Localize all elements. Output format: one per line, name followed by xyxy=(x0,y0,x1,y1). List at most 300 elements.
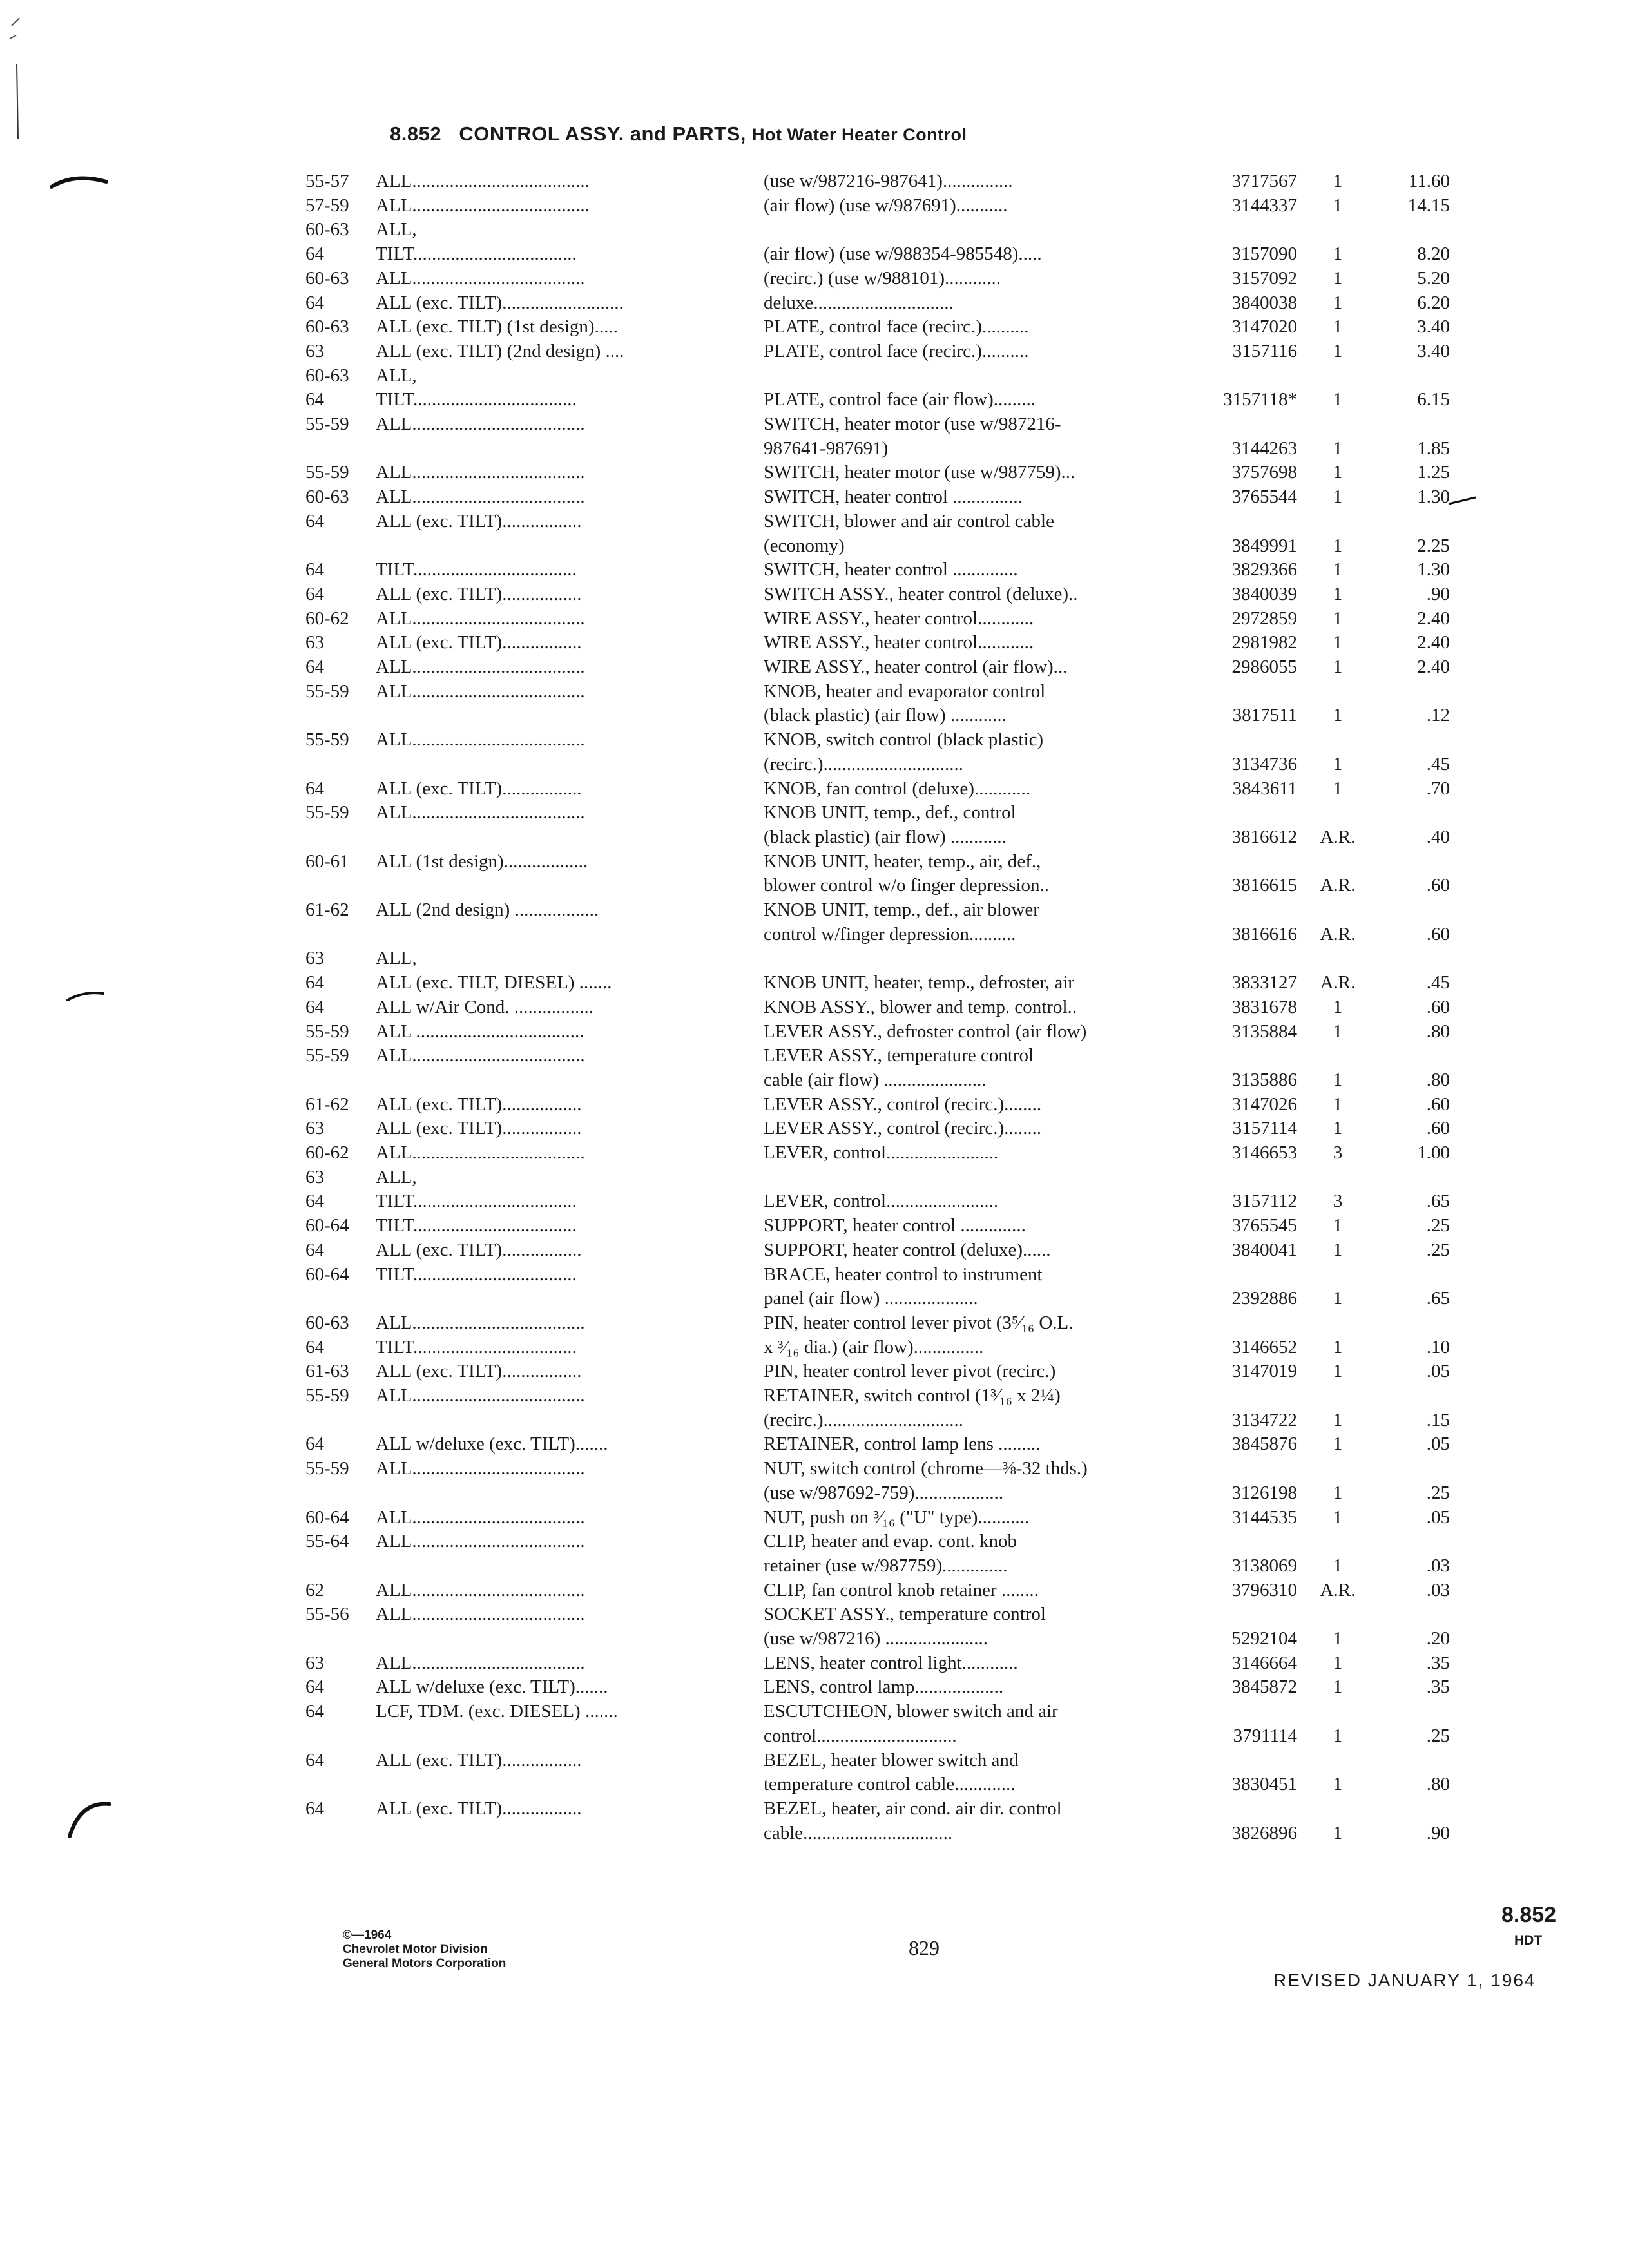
year-cell: 55-59 xyxy=(305,414,349,434)
description-cell: control.............................. xyxy=(764,1725,957,1746)
model-cell: ALL..................................... xyxy=(376,1458,585,1479)
quantity-cell: A.R. xyxy=(1320,924,1356,945)
price-cell: .25 xyxy=(1426,1725,1450,1746)
table-row xyxy=(0,364,1629,388)
table-row xyxy=(0,1579,1629,1602)
table-row xyxy=(0,169,1629,193)
table-row xyxy=(0,1311,1629,1335)
part-number-cell: 3826896 xyxy=(1231,1823,1297,1843)
price-cell: 1.25 xyxy=(1417,462,1450,483)
table-row xyxy=(0,1530,1629,1553)
year-cell: 63 xyxy=(305,1653,324,1673)
year-cell: 64 xyxy=(305,1337,324,1358)
heading-subtitle: Hot Water Heater Control xyxy=(752,125,967,144)
year-cell: 63 xyxy=(305,1167,324,1187)
year-cell: 60-61 xyxy=(305,851,349,872)
price-cell: .45 xyxy=(1426,972,1450,993)
description-cell: (use w/987216-987641)............... xyxy=(764,171,1013,191)
quantity-cell: 1 xyxy=(1333,1240,1343,1260)
table-row xyxy=(0,218,1629,242)
description-cell: SWITCH, blower and air control cable xyxy=(764,511,1054,532)
description-cell: WIRE ASSY., heater control............ xyxy=(764,608,1034,629)
description-cell: SUPPORT, heater control (deluxe)...... xyxy=(764,1240,1051,1260)
description-cell: SWITCH, heater motor (use w/987759)... xyxy=(764,462,1075,483)
description-cell: LEVER ASSY., control (recirc.)........ xyxy=(764,1118,1042,1139)
description-cell: (black plastic) (air flow) ............ xyxy=(764,705,1007,726)
year-cell: 60-62 xyxy=(305,1142,349,1163)
model-cell: TILT................................... xyxy=(376,1264,577,1285)
part-number-cell: 3147019 xyxy=(1231,1361,1297,1381)
year-cell: 61-63 xyxy=(305,1361,349,1381)
description-cell: RETAINER, control lamp lens ......... xyxy=(764,1434,1041,1454)
model-cell: ALL..................................... xyxy=(376,1507,585,1528)
description-cell: ESCUTCHEON, blower switch and air xyxy=(764,1701,1058,1722)
price-cell: 1.30 xyxy=(1417,559,1450,580)
model-cell: TILT................................... xyxy=(376,1215,577,1236)
description-cell: (recirc.) (use w/988101)............ xyxy=(764,268,1001,289)
model-cell: ALL..................................... xyxy=(376,462,585,483)
price-cell: 14.15 xyxy=(1407,195,1450,216)
year-cell: 55-59 xyxy=(305,681,349,702)
corporation-name: General Motors Corporation xyxy=(343,1957,506,1970)
table-row xyxy=(0,437,1629,461)
part-number-cell: 3845872 xyxy=(1231,1677,1297,1697)
description-cell: (air flow) (use w/988354-985548)..... xyxy=(764,244,1042,264)
year-cell: 64 xyxy=(305,657,324,677)
part-number-cell: 3829366 xyxy=(1231,559,1297,580)
model-cell: ALL..................................... xyxy=(376,1531,585,1552)
year-cell: 55-59 xyxy=(305,802,349,823)
price-cell: .60 xyxy=(1426,1094,1450,1115)
table-row xyxy=(0,291,1629,315)
model-cell: ALL .................................... xyxy=(376,1021,584,1042)
part-number-cell: 5292104 xyxy=(1231,1628,1297,1649)
description-cell: CLIP, heater and evap. cont. knob xyxy=(764,1531,1017,1552)
price-cell: .45 xyxy=(1426,754,1450,774)
table-row xyxy=(0,1336,1629,1360)
table-row xyxy=(0,582,1629,606)
table-row xyxy=(0,1068,1629,1092)
quantity-cell: 1 xyxy=(1333,293,1343,313)
table-row xyxy=(0,1287,1629,1311)
price-cell: 1.30 xyxy=(1417,486,1450,507)
part-number-cell: 3147026 xyxy=(1231,1094,1297,1115)
table-row xyxy=(0,1700,1629,1724)
model-cell: ALL..................................... xyxy=(376,414,585,434)
price-cell: .90 xyxy=(1426,1823,1450,1843)
description-cell: SWITCH ASSY., heater control (deluxe).. xyxy=(764,584,1078,604)
price-cell: .05 xyxy=(1426,1361,1450,1381)
price-cell: 3.40 xyxy=(1417,341,1450,361)
quantity-cell: 1 xyxy=(1333,1434,1343,1454)
model-cell: ALL, xyxy=(376,1167,417,1187)
table-row xyxy=(0,485,1629,509)
table-row xyxy=(0,874,1629,898)
description-cell: SUPPORT, heater control .............. xyxy=(764,1215,1026,1236)
table-row xyxy=(0,558,1629,582)
description-cell: panel (air flow) .................... xyxy=(764,1288,978,1309)
model-cell: ALL (exc. TILT)................. xyxy=(376,1361,582,1381)
year-cell: 64 xyxy=(305,1677,324,1697)
part-number-cell: 3843611 xyxy=(1232,778,1297,799)
description-cell: BRACE, heater control to instrument xyxy=(764,1264,1043,1285)
price-cell: 8.20 xyxy=(1417,244,1450,264)
price-cell: .25 xyxy=(1426,1483,1450,1503)
description-cell: (air flow) (use w/987691)........... xyxy=(764,195,1008,216)
description-cell: (use w/987216) ...................... xyxy=(764,1628,988,1649)
part-number-cell: 3833127 xyxy=(1231,972,1297,993)
quantity-cell: 1 xyxy=(1333,1288,1343,1309)
year-cell: 62 xyxy=(305,1580,324,1600)
table-row xyxy=(0,825,1629,849)
table-row xyxy=(0,461,1629,485)
year-cell: 64 xyxy=(305,1434,324,1454)
price-cell: .65 xyxy=(1426,1288,1450,1309)
price-cell: 11.60 xyxy=(1408,171,1450,191)
part-number-cell: 3134736 xyxy=(1231,754,1297,774)
model-cell: ALL, xyxy=(376,365,417,386)
description-cell: LEVER ASSY., defroster control (air flow) xyxy=(764,1021,1087,1042)
quantity-cell: 1 xyxy=(1333,632,1343,653)
table-row xyxy=(0,1749,1629,1773)
model-cell: ALL..................................... xyxy=(376,1312,585,1333)
price-cell: 3.40 xyxy=(1417,316,1450,337)
quantity-cell: 1 xyxy=(1333,535,1343,556)
description-cell: temperature control cable............. xyxy=(764,1774,1016,1794)
description-cell: x ³⁄₁₆ dia.) (air flow)............... xyxy=(764,1337,984,1358)
table-row xyxy=(0,704,1629,727)
year-cell: 60-64 xyxy=(305,1215,349,1236)
price-cell: .10 xyxy=(1426,1337,1450,1358)
quantity-cell: 1 xyxy=(1333,462,1343,483)
price-cell: .80 xyxy=(1426,1774,1450,1794)
part-number-cell: 3796310 xyxy=(1231,1580,1297,1600)
description-cell: LENS, heater control light............ xyxy=(764,1653,1018,1673)
description-cell: PIN, heater control lever pivot (recirc.) xyxy=(764,1361,1056,1381)
part-number-cell: 3831678 xyxy=(1231,997,1297,1017)
year-cell: 55-59 xyxy=(305,462,349,483)
part-number-cell: 3135884 xyxy=(1231,1021,1297,1042)
price-cell: 6.20 xyxy=(1417,293,1450,313)
quantity-cell: 1 xyxy=(1333,1823,1343,1843)
table-row xyxy=(0,1238,1629,1262)
table-row xyxy=(0,680,1629,704)
table-row xyxy=(0,777,1629,801)
quantity-cell: 1 xyxy=(1333,559,1343,580)
price-cell: 2.25 xyxy=(1417,535,1450,556)
quantity-cell: 1 xyxy=(1333,171,1343,191)
price-cell: .12 xyxy=(1426,705,1450,726)
table-row xyxy=(0,1214,1629,1238)
model-cell: ALL (exc. TILT)................. xyxy=(376,1750,582,1771)
description-cell: SWITCH, heater control .............. xyxy=(764,559,1018,580)
quantity-cell: 1 xyxy=(1333,1070,1343,1090)
description-cell: (economy) xyxy=(764,535,845,556)
table-row xyxy=(0,1263,1629,1287)
year-cell: 63 xyxy=(305,948,324,968)
year-cell: 64 xyxy=(305,389,324,410)
year-cell: 60-64 xyxy=(305,1507,349,1528)
quantity-cell: 1 xyxy=(1333,316,1343,337)
part-number-cell: 3134722 xyxy=(1231,1410,1297,1430)
price-cell: .35 xyxy=(1426,1677,1450,1697)
part-number-cell: 3830451 xyxy=(1231,1774,1297,1794)
quantity-cell: 1 xyxy=(1333,195,1343,216)
year-cell: 64 xyxy=(305,778,324,799)
quantity-cell: 3 xyxy=(1333,1142,1343,1163)
price-cell: .80 xyxy=(1426,1021,1450,1042)
description-cell: PLATE, control face (recirc.).......... xyxy=(764,341,1029,361)
model-cell: TILT................................... xyxy=(376,1337,577,1358)
year-cell: 60-62 xyxy=(305,608,349,629)
description-cell: BEZEL, heater, air cond. air dir. control xyxy=(764,1798,1062,1819)
quantity-cell: 1 xyxy=(1333,1774,1343,1794)
part-number-cell: 2986055 xyxy=(1231,657,1297,677)
year-cell: 55-56 xyxy=(305,1604,349,1624)
table-row xyxy=(0,1093,1629,1117)
model-cell: ALL..................................... xyxy=(376,268,585,289)
quantity-cell: 1 xyxy=(1333,1410,1343,1430)
quantity-cell: 1 xyxy=(1333,486,1343,507)
price-cell: .25 xyxy=(1426,1215,1450,1236)
year-cell: 60-63 xyxy=(305,365,349,386)
part-number-cell: 3157118* xyxy=(1223,389,1297,410)
part-number-cell: 3816616 xyxy=(1231,924,1297,945)
description-cell: (recirc.).............................. xyxy=(764,754,964,774)
quantity-cell: 1 xyxy=(1333,1337,1343,1358)
quantity-cell: 1 xyxy=(1333,438,1343,459)
table-row xyxy=(0,1506,1629,1530)
price-cell: .25 xyxy=(1426,1240,1450,1260)
model-cell: ALL (exc. TILT)................. xyxy=(376,511,582,532)
part-number-cell: 3840041 xyxy=(1231,1240,1297,1260)
description-cell: KNOB, fan control (deluxe)............ xyxy=(764,778,1030,799)
quantity-cell: 1 xyxy=(1333,1118,1343,1139)
part-number-cell: 3717567 xyxy=(1231,171,1297,191)
year-cell: 64 xyxy=(305,559,324,580)
year-cell: 55-59 xyxy=(305,1385,349,1406)
quantity-cell: 1 xyxy=(1333,1725,1343,1746)
year-cell: 64 xyxy=(305,1191,324,1211)
quantity-cell: A.R. xyxy=(1320,827,1356,847)
model-cell: ALL (exc. TILT)................. xyxy=(376,1094,582,1115)
description-cell: WIRE ASSY., heater control (air flow)... xyxy=(764,657,1068,677)
price-cell: .90 xyxy=(1426,584,1450,604)
model-cell: ALL..................................... xyxy=(376,1604,585,1624)
year-cell: 57-59 xyxy=(305,195,349,216)
table-row xyxy=(0,1797,1629,1821)
quantity-cell: 1 xyxy=(1333,1361,1343,1381)
quantity-cell: 1 xyxy=(1333,1555,1343,1576)
description-cell: PLATE, control face (recirc.).......... xyxy=(764,316,1029,337)
footer-section-code: HDT xyxy=(1514,1933,1543,1948)
model-cell: ALL (exc. TILT)................. xyxy=(376,632,582,653)
table-row xyxy=(0,194,1629,218)
table-row xyxy=(0,607,1629,631)
table-row xyxy=(0,242,1629,266)
quantity-cell: 1 xyxy=(1333,997,1343,1017)
year-cell: 60-63 xyxy=(305,1312,349,1333)
year-cell: 64 xyxy=(305,244,324,264)
part-number-cell: 3845876 xyxy=(1231,1434,1297,1454)
quantity-cell: 1 xyxy=(1333,389,1343,410)
description-cell: CLIP, fan control knob retainer ........ xyxy=(764,1580,1039,1600)
description-cell: KNOB UNIT, temp., def., air blower xyxy=(764,899,1039,920)
table-row xyxy=(0,534,1629,558)
year-cell: 64 xyxy=(305,1240,324,1260)
model-cell: ALL..................................... xyxy=(376,729,585,750)
table-row xyxy=(0,315,1629,339)
model-cell: ALL (exc. TILT)................. xyxy=(376,1118,582,1139)
description-cell: control w/finger depression.......... xyxy=(764,924,1016,945)
division-name: Chevrolet Motor Division xyxy=(343,1943,488,1956)
description-cell: WIRE ASSY., heater control............ xyxy=(764,632,1034,653)
quantity-cell: 1 xyxy=(1333,608,1343,629)
model-cell: ALL w/deluxe (exc. TILT)....... xyxy=(376,1434,608,1454)
description-cell: deluxe.............................. xyxy=(764,293,954,313)
part-number-cell: 3840038 xyxy=(1231,293,1297,313)
part-number-cell: 3157116 xyxy=(1232,341,1297,361)
table-row xyxy=(0,801,1629,825)
model-cell: ALL..................................... xyxy=(376,657,585,677)
description-cell: LEVER, control........................ xyxy=(764,1142,999,1163)
description-cell: SOCKET ASSY., temperature control xyxy=(764,1604,1046,1624)
model-cell: ALL (exc. TILT)................. xyxy=(376,1240,582,1260)
price-cell: .60 xyxy=(1426,1118,1450,1139)
year-cell: 60-64 xyxy=(305,1264,349,1285)
part-number-cell: 3157112 xyxy=(1232,1191,1297,1211)
price-cell: 2.40 xyxy=(1417,632,1450,653)
year-cell: 60-63 xyxy=(305,219,349,240)
table-row xyxy=(0,1627,1629,1651)
model-cell: ALL...................................... xyxy=(376,195,590,216)
model-cell: ALL (exc. TILT)................. xyxy=(376,778,582,799)
model-cell: ALL..................................... xyxy=(376,486,585,507)
part-number-cell: 3146652 xyxy=(1231,1337,1297,1358)
part-number-cell: 3135886 xyxy=(1231,1070,1297,1090)
model-cell: ALL..................................... xyxy=(376,802,585,823)
table-row xyxy=(0,898,1629,922)
price-cell: .35 xyxy=(1426,1653,1450,1673)
model-cell: ALL w/deluxe (exc. TILT)....... xyxy=(376,1677,608,1697)
year-cell: 60-63 xyxy=(305,268,349,289)
year-cell: 55-57 xyxy=(305,171,349,191)
year-cell: 64 xyxy=(305,972,324,993)
description-cell: cable................................ xyxy=(764,1823,953,1843)
part-number-cell: 3157114 xyxy=(1232,1118,1297,1139)
table-row xyxy=(0,1554,1629,1578)
quantity-cell: 1 xyxy=(1333,1653,1343,1673)
table-row xyxy=(0,923,1629,947)
model-cell: ALL..................................... xyxy=(376,1142,585,1163)
page-number: 829 xyxy=(909,1936,940,1959)
quantity-cell: 1 xyxy=(1333,657,1343,677)
model-cell: ALL...................................... xyxy=(376,171,590,191)
description-cell: SWITCH, heater motor (use w/987216- xyxy=(764,414,1061,434)
table-row xyxy=(0,1481,1629,1505)
table-row xyxy=(0,510,1629,533)
price-cell: .60 xyxy=(1426,875,1450,896)
model-cell: ALL..................................... xyxy=(376,681,585,702)
description-cell: blower control w/o finger depression.. xyxy=(764,875,1049,896)
section-number: 8.852 xyxy=(390,122,442,145)
year-cell: 64 xyxy=(305,584,324,604)
year-cell: 64 xyxy=(305,511,324,532)
price-cell: .03 xyxy=(1426,1555,1450,1576)
description-cell: KNOB, heater and evaporator control xyxy=(764,681,1046,702)
year-cell: 64 xyxy=(305,1750,324,1771)
description-cell: BEZEL, heater blower switch and xyxy=(764,1750,1019,1771)
table-row xyxy=(0,1141,1629,1165)
year-cell: 61-62 xyxy=(305,899,349,920)
description-cell: KNOB, switch control (black plastic) xyxy=(764,729,1044,750)
copyright-year: ©—1964 xyxy=(343,1928,392,1942)
table-row xyxy=(0,1020,1629,1044)
model-cell: ALL (exc. TILT) (1st design)..... xyxy=(376,316,618,337)
description-cell: LEVER ASSY., control (recirc.)........ xyxy=(764,1094,1042,1115)
description-cell: SWITCH, heater control ............... xyxy=(764,486,1023,507)
table-row xyxy=(0,1821,1629,1845)
description-cell: KNOB UNIT, heater, temp., defroster, air xyxy=(764,972,1074,993)
year-cell: 60-63 xyxy=(305,316,349,337)
description-cell: LEVER ASSY., temperature control xyxy=(764,1045,1034,1066)
model-cell: ALL..................................... xyxy=(376,1045,585,1066)
model-cell: ALL (exc. TILT) (2nd design) .... xyxy=(376,341,624,361)
part-number-cell: 3791114 xyxy=(1233,1725,1297,1746)
table-row xyxy=(0,1189,1629,1213)
table-row xyxy=(0,1457,1629,1481)
part-number-cell: 3144535 xyxy=(1231,1507,1297,1528)
table-row xyxy=(0,340,1629,363)
price-cell: .03 xyxy=(1426,1580,1450,1600)
table-row xyxy=(0,971,1629,995)
quantity-cell: 1 xyxy=(1333,1677,1343,1697)
price-cell: 2.40 xyxy=(1417,657,1450,677)
model-cell: ALL (exc. TILT, DIESEL) ....... xyxy=(376,972,612,993)
description-cell: (use w/987692-759)................... xyxy=(764,1483,1004,1503)
description-cell: (recirc.).............................. xyxy=(764,1410,964,1430)
table-row xyxy=(0,1360,1629,1383)
price-cell: 2.40 xyxy=(1417,608,1450,629)
quantity-cell: 1 xyxy=(1333,1628,1343,1649)
description-cell: NUT, switch control (chrome—⅜-32 thds.) xyxy=(764,1458,1088,1479)
price-cell: 1.85 xyxy=(1417,438,1450,459)
quantity-cell: 1 xyxy=(1333,1094,1343,1115)
table-row xyxy=(0,267,1629,291)
part-number-cell: 2972859 xyxy=(1231,608,1297,629)
table-row xyxy=(0,1166,1629,1189)
part-number-cell: 3765545 xyxy=(1231,1215,1297,1236)
part-number-cell: 3157092 xyxy=(1231,268,1297,289)
model-cell: ALL, xyxy=(376,219,417,240)
model-cell: ALL, xyxy=(376,948,417,968)
table-row xyxy=(0,850,1629,874)
price-cell: .80 xyxy=(1426,1070,1450,1090)
model-cell: TILT................................... xyxy=(376,1191,577,1211)
model-cell: ALL w/Air Cond. ................. xyxy=(376,997,594,1017)
part-number-cell: 3147020 xyxy=(1231,316,1297,337)
model-cell: ALL (exc. TILT)................. xyxy=(376,1798,582,1819)
year-cell: 55-59 xyxy=(305,1458,349,1479)
table-row xyxy=(0,1117,1629,1140)
quantity-cell: 1 xyxy=(1333,268,1343,289)
quantity-cell: 1 xyxy=(1333,244,1343,264)
table-row xyxy=(0,1602,1629,1626)
description-cell: (black plastic) (air flow) ............ xyxy=(764,827,1007,847)
table-row xyxy=(0,388,1629,412)
heading-title: CONTROL ASSY. and PARTS, xyxy=(459,122,746,145)
description-cell: KNOB UNIT, temp., def., control xyxy=(764,802,1016,823)
